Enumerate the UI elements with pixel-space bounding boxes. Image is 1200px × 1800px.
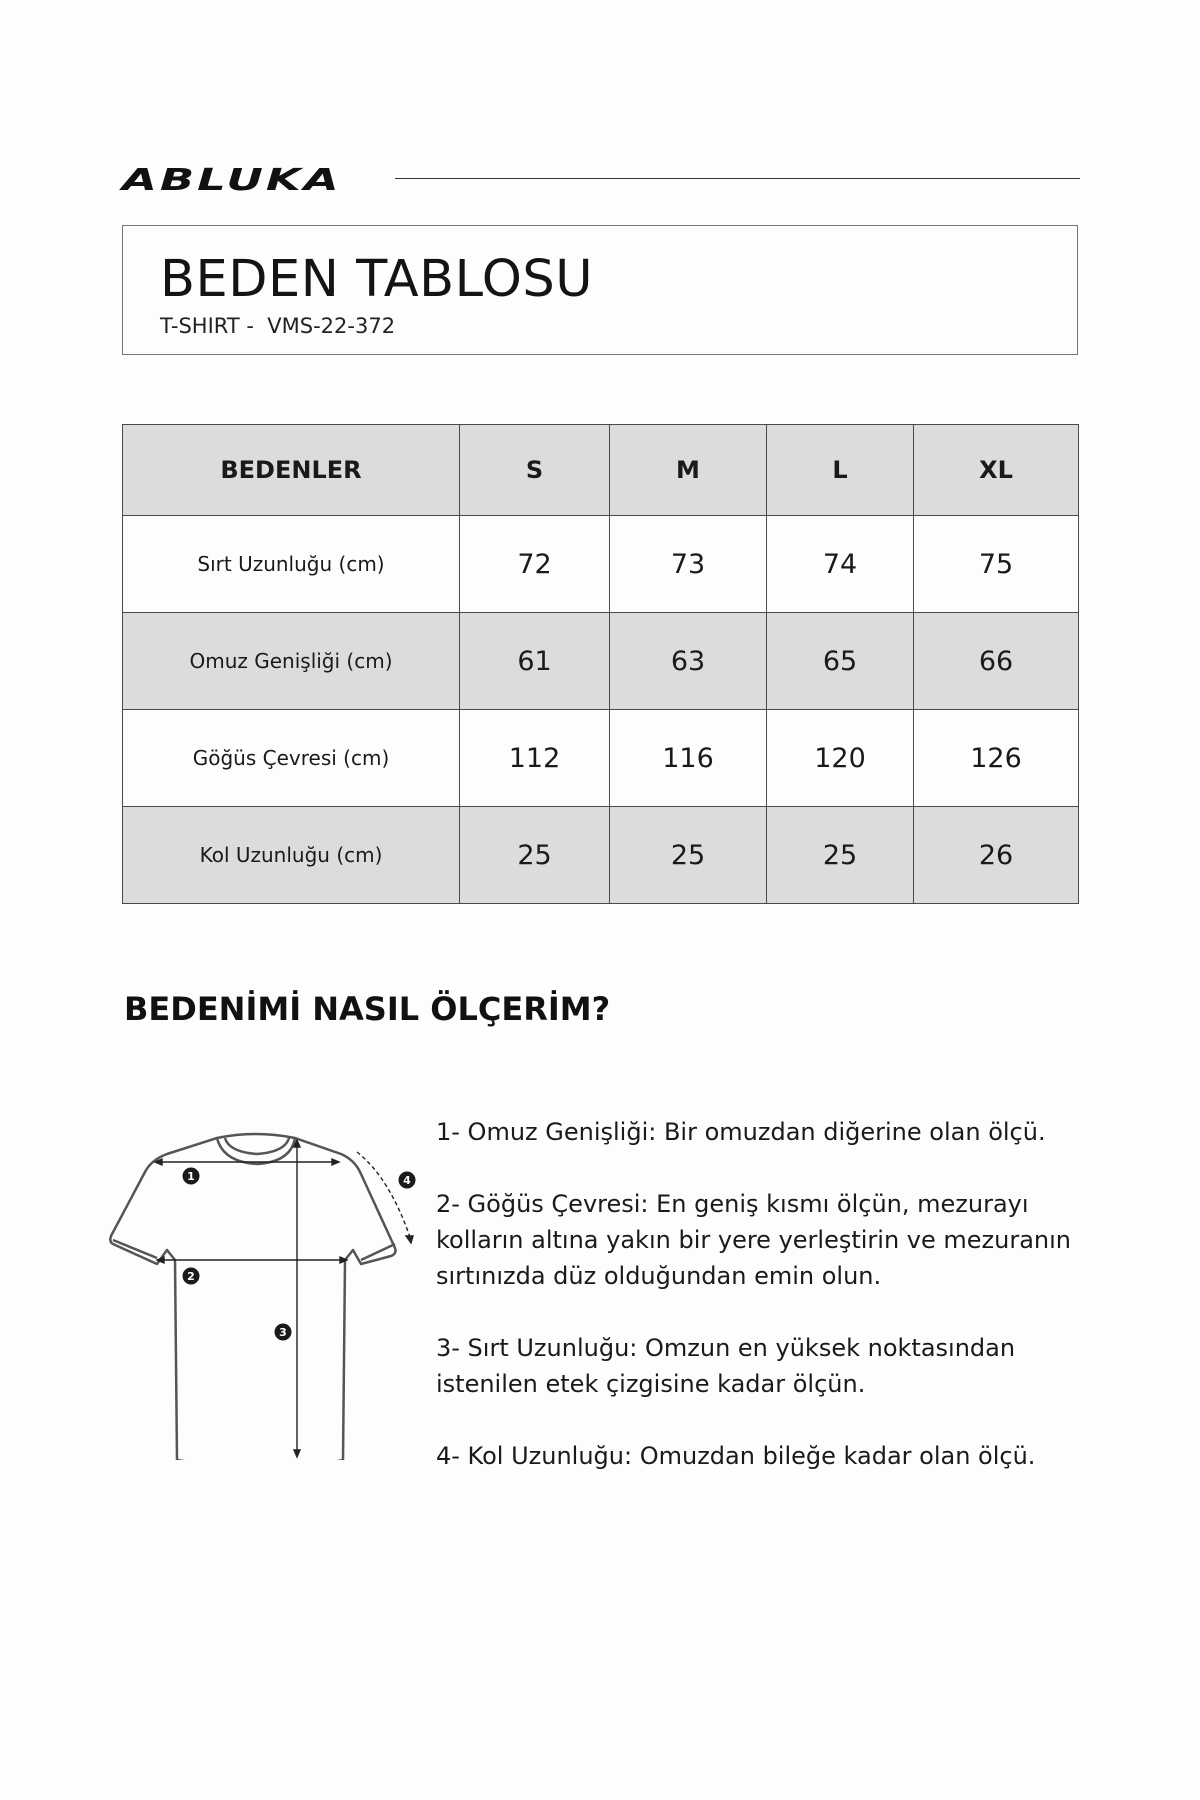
- row-label: Kol Uzunluğu (cm): [123, 807, 460, 904]
- table-row: [123, 710, 1079, 807]
- header-cell-size: M: [610, 425, 767, 516]
- table-cell: 126: [914, 710, 1079, 807]
- instructions-list: [436, 1114, 1096, 1510]
- table-cell: 112: [460, 710, 610, 807]
- table-cell: 72: [460, 516, 610, 613]
- table-cell: 75: [914, 516, 1079, 613]
- table-cell: 63: [610, 613, 767, 710]
- collar-icon: [217, 1138, 295, 1164]
- table-cell: 73: [610, 516, 767, 613]
- marker-1: 1: [187, 1170, 195, 1183]
- table-cell: 25: [460, 807, 610, 904]
- header-divider: [395, 178, 1080, 179]
- brand-logo: ABLUKA: [122, 163, 342, 198]
- table-cell: 116: [610, 710, 767, 807]
- table-row: [123, 516, 1079, 613]
- marker-4: 4: [403, 1174, 411, 1187]
- row-label: Göğüs Çevresi (cm): [123, 710, 460, 807]
- row-label: Sırt Uzunluğu (cm): [123, 516, 460, 613]
- table-cell: 74: [767, 516, 914, 613]
- instruction-item: 4- Kol Uzunluğu: Omuzdan bileğe kadar olan ölçü.: [436, 1442, 1036, 1470]
- howto-title: BEDENİMİ NASIL ÖLÇERİM?: [124, 990, 611, 1028]
- table-cell: 120: [767, 710, 914, 807]
- row-label: Omuz Genişliği (cm): [123, 613, 460, 710]
- tshirt-outline-icon: [110, 1134, 395, 1460]
- table-row: [123, 613, 1079, 710]
- instruction-item: 1- Omuz Genişliği: Bir omuzdan diğerine olan ölçü.: [436, 1118, 1046, 1146]
- header-cell-size: S: [460, 425, 610, 516]
- title-box: [122, 225, 1078, 355]
- table-cell: 66: [914, 613, 1079, 710]
- table-cell: 26: [914, 807, 1079, 904]
- marker-3: 3: [279, 1326, 287, 1339]
- product-code: T-SHIRT - VMS-22-372: [160, 314, 396, 338]
- table-cell: 25: [610, 807, 767, 904]
- table-cell: 25: [767, 807, 914, 904]
- table-header-row: [123, 425, 1079, 516]
- tshirt-measurement-diagram: [105, 1120, 425, 1460]
- header-cell-label: BEDENLER: [123, 425, 460, 516]
- page-title: BEDEN TABLOSU: [160, 250, 594, 309]
- table-cell: 65: [767, 613, 914, 710]
- header-cell-size: XL: [914, 425, 1079, 516]
- size-table: [122, 424, 1079, 904]
- table-row: [123, 807, 1079, 904]
- marker-2: 2: [187, 1270, 195, 1283]
- instruction-item: 3- Sırt Uzunluğu: Omzun en yüksek noktasından istenilen etek çizgisine kadar ölçün.: [436, 1334, 1016, 1398]
- table-cell: 61: [460, 613, 610, 710]
- header-cell-size: L: [767, 425, 914, 516]
- instruction-item: 2- Göğüs Çevresi: En geniş kısmı ölçün, mezurayı kolların altına yakın bir yere yerleştirin ve mezuranın sırtınızda düz olduğundan emin olun.: [436, 1190, 1072, 1290]
